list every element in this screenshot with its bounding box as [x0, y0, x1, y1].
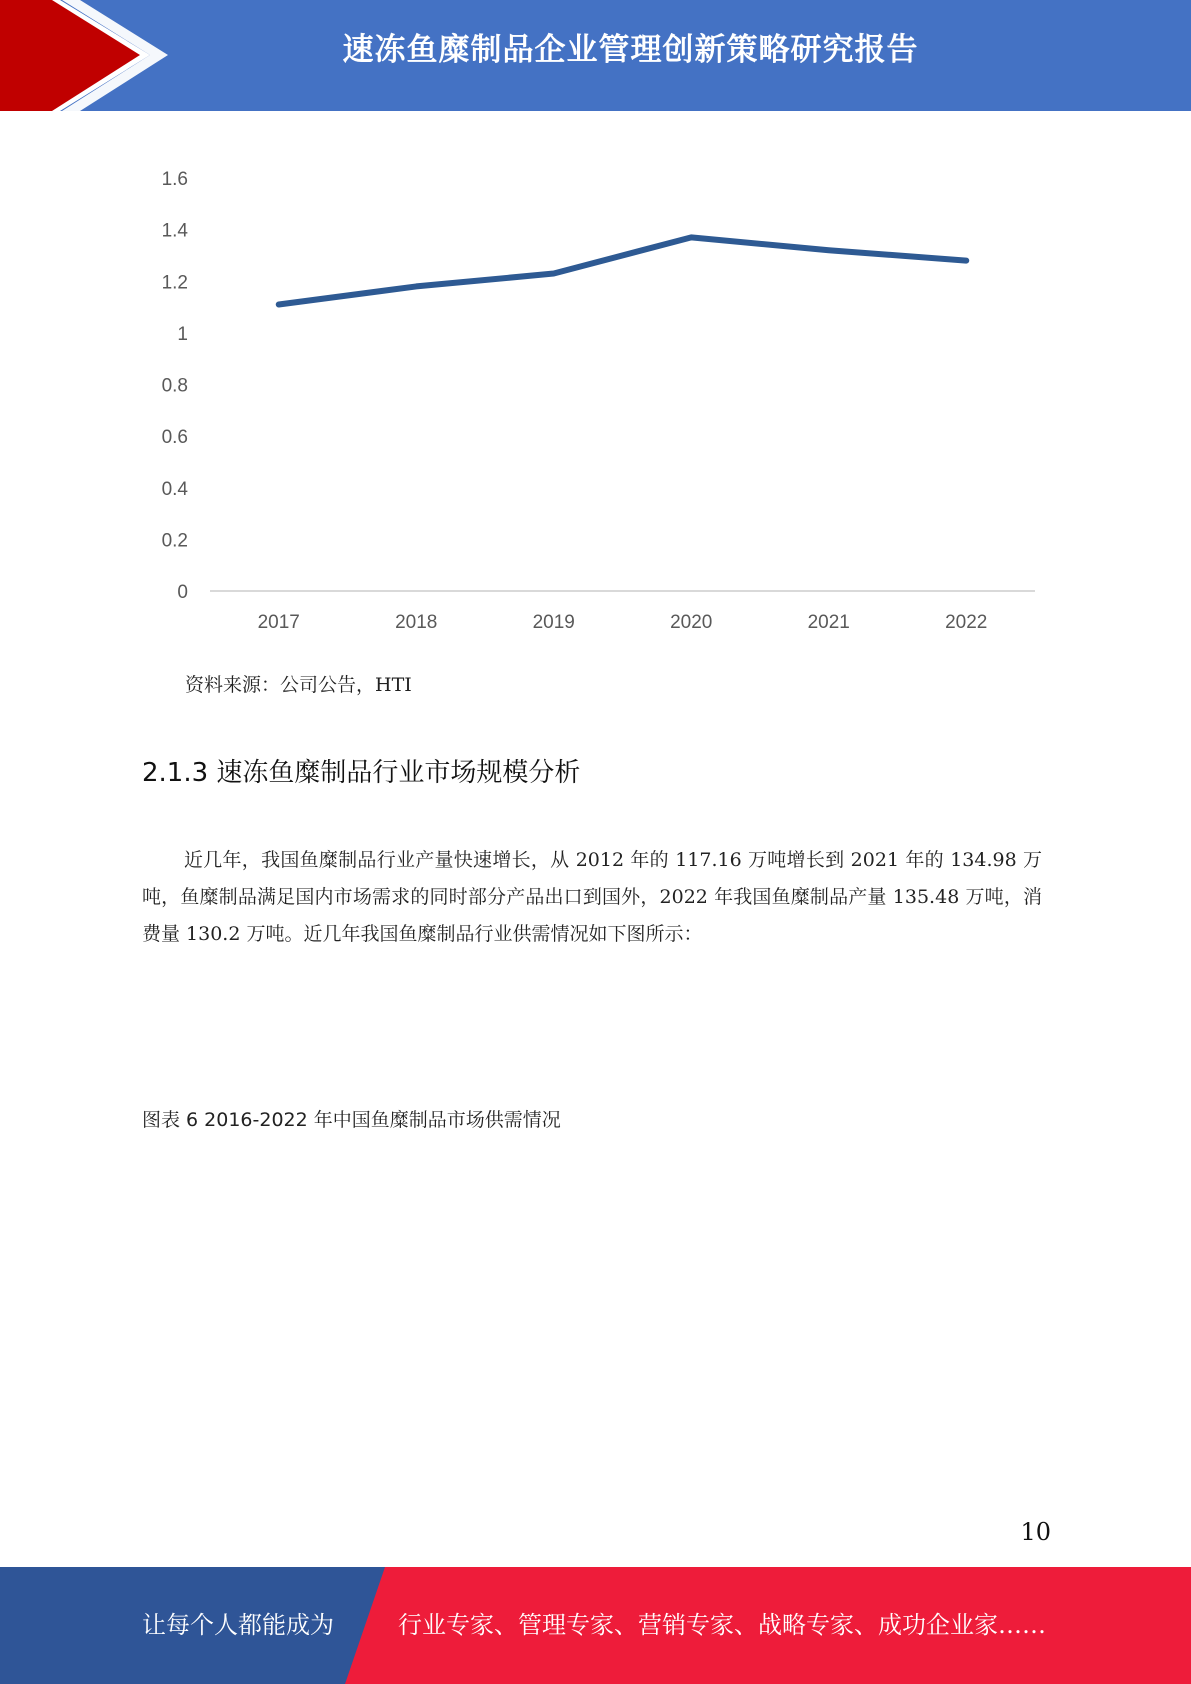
y-tick-label: 1.6: [161, 169, 188, 190]
production-line-chart: [140, 155, 1060, 635]
section-heading: 2.1.3 速冻鱼糜制品行业市场规模分析: [142, 758, 581, 788]
y-tick-label: 0.2: [161, 530, 188, 552]
footer-slogan-right: 行业专家、管理专家、营销专家、战略专家、成功企业家……: [398, 1611, 1046, 1639]
y-tick-label: 1: [177, 323, 188, 345]
chart-svg: [140, 155, 1060, 635]
page-number: 10: [1020, 1518, 1051, 1546]
y-tick-label: 0.6: [161, 427, 188, 449]
series-line: [279, 237, 967, 304]
x-tick-label: 2021: [807, 612, 850, 633]
x-tick-label: 2019: [532, 612, 575, 633]
figure-caption: 图表 6 2016-2022 年中国鱼糜制品市场供需情况: [142, 1109, 561, 1131]
x-tick-label: 2022: [945, 612, 988, 633]
y-tick-label: 1.4: [161, 220, 188, 242]
y-tick-label: 0.8: [161, 375, 188, 397]
footer-slogan-left: 让每个人都能成为: [142, 1611, 334, 1639]
footer-banner: [0, 1567, 1191, 1684]
x-tick-label: 2017: [257, 612, 300, 633]
y-tick-label: 1.2: [161, 272, 188, 294]
report-title: 速冻鱼糜制品企业管理创新策略研究报告: [342, 32, 919, 68]
chart-source-note: 资料来源：公司公告，HTI: [185, 674, 412, 696]
y-tick-label: 0: [177, 582, 188, 603]
body-paragraph: 近几年，我国鱼糜制品行业产量快速增长，从 2012 年的 117.16 万吨增长到 2021 年的 134.98 万吨，鱼糜制品满足国内市场需求的同时部分产品出口到国外，2022 年我国鱼糜制品产量 135.48 万吨，消费量 130.2 万吨。近几年我国鱼糜制品行业供需情况如下图所示：: [142, 849, 1042, 945]
y-tick-label: 0.4: [161, 478, 188, 500]
header-banner: [0, 0, 1191, 111]
x-tick-label: 2020: [670, 612, 713, 633]
x-tick-label: 2018: [395, 612, 438, 633]
